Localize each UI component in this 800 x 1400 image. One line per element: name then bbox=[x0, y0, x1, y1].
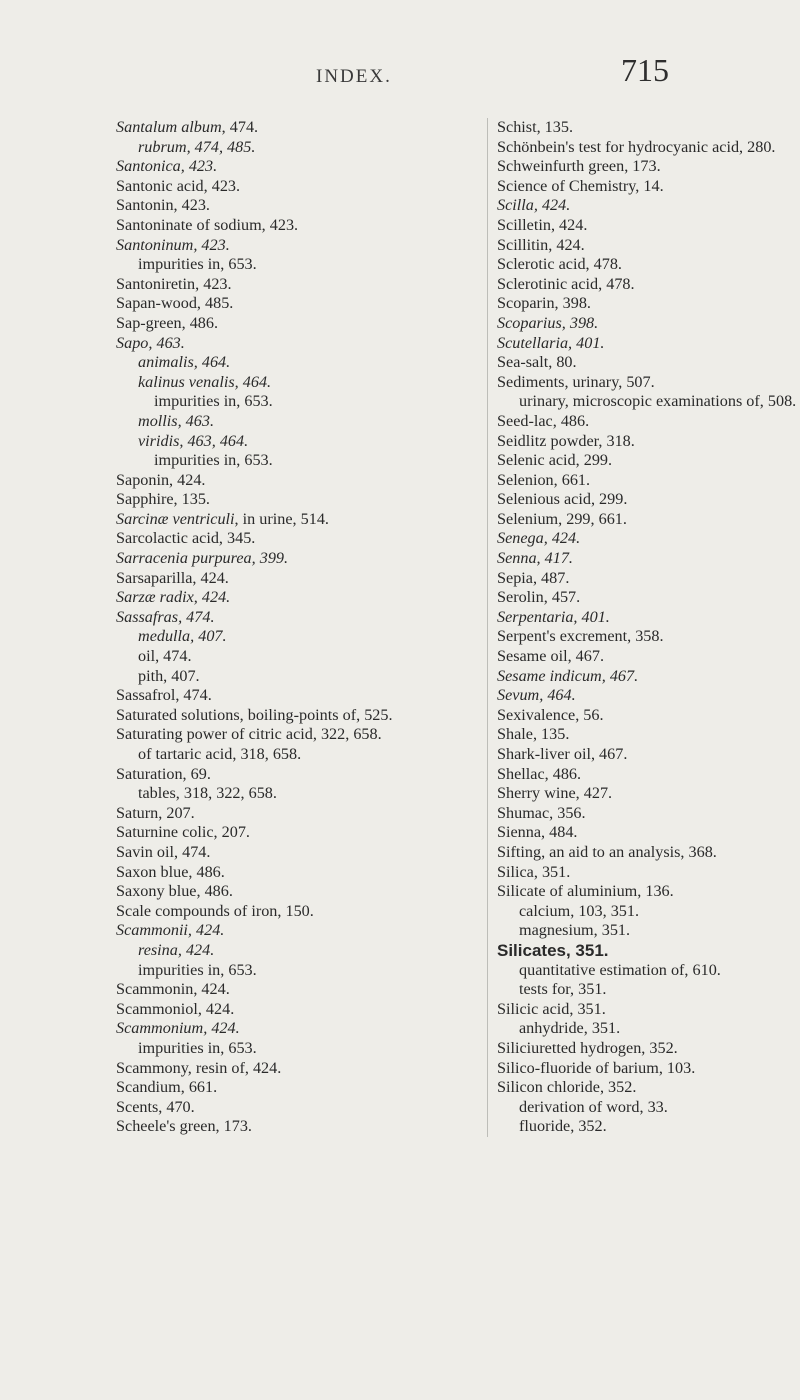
index-entry: Saturnine colic, 207. bbox=[116, 823, 250, 842]
index-entry: Scents, 470. bbox=[116, 1097, 195, 1116]
index-entry: impurities in, 653. bbox=[138, 1038, 257, 1057]
index-entry: Santoninum, 423. bbox=[116, 235, 230, 254]
index-entry: Scammoniol, 424. bbox=[116, 999, 235, 1018]
index-entry: Scammonin, 424. bbox=[116, 980, 230, 999]
index-entry: Senna, 417. bbox=[497, 549, 573, 568]
index-entry: Sapo, 463. bbox=[116, 333, 185, 352]
index-entry: tables, 318, 322, 658. bbox=[138, 784, 277, 803]
index-entry: Scilla, 424. bbox=[497, 196, 571, 215]
index-entry: Sexivalence, 56. bbox=[497, 705, 604, 724]
index-entry: Serpent's excrement, 358. bbox=[497, 627, 664, 646]
index-entry: impurities in, 653. bbox=[138, 960, 257, 979]
index-entry: urinary, microscopic examinations of, 508. bbox=[519, 392, 797, 411]
index-entry: medulla, 407. bbox=[138, 627, 227, 646]
index-entry: Scale compounds of iron, 150. bbox=[116, 901, 314, 920]
index-entry: Sesame oil, 467. bbox=[497, 647, 605, 666]
index-entry: Silicate of aluminium, 136. bbox=[497, 882, 674, 901]
index-entry: magnesium, 351. bbox=[519, 921, 631, 940]
index-entry: animalis, 464. bbox=[138, 353, 231, 372]
index-entry: impurities in, 653. bbox=[154, 392, 273, 411]
index-entry: Sassafrol, 474. bbox=[116, 686, 212, 705]
index-entry: Selenious acid, 299. bbox=[497, 490, 628, 509]
index-entry: Schönbein's test for hydrocyanic acid, 280. bbox=[497, 137, 776, 156]
index-entry: Scammonium, 424. bbox=[116, 1019, 240, 1038]
index-entry: kalinus venalis, 464. bbox=[138, 372, 272, 391]
index-entry: Sherry wine, 427. bbox=[497, 784, 613, 803]
index-entry: of tartaric acid, 318, 658. bbox=[138, 745, 302, 763]
index-entry: Sarsaparilla, 424. bbox=[116, 568, 229, 587]
index-entry: fluoride, 352. bbox=[519, 1117, 607, 1136]
index-entry: Shale, 135. bbox=[497, 725, 570, 744]
page-number: 715 bbox=[621, 52, 669, 88]
index-entry: Santoninate of sodium, 423. bbox=[116, 215, 299, 234]
index-entry: viridis, 463, 464. bbox=[138, 431, 249, 450]
index-entry: oil, 474. bbox=[138, 647, 192, 666]
index-entry: Scandium, 661. bbox=[116, 1078, 218, 1097]
index-entry: Silicon chloride, 352. bbox=[497, 1078, 637, 1097]
index-entry: Sap-green, 486. bbox=[116, 313, 219, 332]
index-entry: Sesame indicum, 467. bbox=[497, 666, 639, 685]
index-column-left bbox=[116, 118, 480, 1137]
index-entry: derivation of word, 33. bbox=[519, 1097, 668, 1116]
index-entry: Sassafras, 474. bbox=[116, 607, 215, 626]
index-entry: Sevum, 464. bbox=[497, 686, 576, 705]
index-entry: Santalum album, 474. bbox=[116, 118, 259, 136]
index-entry: Senega, 424. bbox=[497, 529, 581, 548]
index-entry: Schist, 135. bbox=[497, 118, 573, 136]
index-entry: Savin oil, 474. bbox=[116, 842, 211, 861]
index-entry: Sarcinæ ventriculi, in urine, 514. bbox=[116, 509, 329, 528]
index-entry: Sarzæ radix, 424. bbox=[116, 588, 231, 607]
index-entry: Saturation, 69. bbox=[116, 764, 211, 783]
index-entry: Siliciuretted hydrogen, 352. bbox=[497, 1038, 678, 1057]
index-entry: Selenic acid, 299. bbox=[497, 451, 613, 470]
index-entry: resina, 424. bbox=[138, 940, 215, 959]
index-entry: Saturn, 207. bbox=[116, 803, 195, 822]
index-entry: Silica, 351. bbox=[497, 862, 571, 881]
index-entry: Seidlitz powder, 318. bbox=[497, 431, 635, 450]
index-entry: Scillitin, 424. bbox=[497, 235, 585, 254]
index-column-right bbox=[487, 118, 800, 1137]
index-entry: Santoniretin, 423. bbox=[116, 274, 232, 293]
index-entry: Saturating power of citric acid, 322, 658. bbox=[116, 725, 382, 744]
index-entry: rubrum, 474, 485. bbox=[138, 137, 256, 156]
index-entry: Scoparin, 398. bbox=[497, 294, 591, 313]
index-entry: Sediments, urinary, 507. bbox=[497, 372, 655, 391]
index-entry: Saturated solutions, boiling-points of, 525. bbox=[116, 705, 393, 724]
index-entry: Seed-lac, 486. bbox=[497, 411, 590, 430]
index-entry: Santonic acid, 423. bbox=[116, 176, 241, 195]
index-entry: Sapan-wood, 485. bbox=[116, 294, 234, 313]
index-entry: Scheele's green, 173. bbox=[116, 1117, 252, 1136]
index-entry: Serpentaria, 401. bbox=[497, 607, 610, 626]
index-entry: Sepia, 487. bbox=[497, 568, 570, 587]
index-entry: Scilletin, 424. bbox=[497, 215, 588, 234]
index-entry: Santonica, 423. bbox=[116, 157, 218, 176]
index-entry: Scutellaria, 401. bbox=[497, 333, 605, 352]
index-entry: Shark-liver oil, 467. bbox=[497, 745, 628, 763]
index-entry: tests for, 351. bbox=[519, 980, 607, 999]
index-entry: Sienna, 484. bbox=[497, 823, 578, 842]
index-entry: impurities in, 653. bbox=[154, 451, 273, 470]
index-entry: Scammony, resin of, 424. bbox=[116, 1058, 282, 1077]
index-entry: Sarcolactic acid, 345. bbox=[116, 529, 256, 548]
index-entry: anhydride, 351. bbox=[519, 1019, 621, 1038]
index-entry: Sarracenia purpurea, 399. bbox=[116, 549, 289, 568]
index-entry: impurities in, 653. bbox=[138, 255, 257, 274]
index-entry: Sapphire, 135. bbox=[116, 490, 210, 509]
index-entry: Saponin, 424. bbox=[116, 470, 206, 489]
index-entry: Scammonii, 424. bbox=[116, 921, 225, 940]
page-header bbox=[0, 52, 800, 108]
index-entry: Shellac, 486. bbox=[497, 764, 582, 783]
index-entry: Sclerotic acid, 478. bbox=[497, 255, 622, 274]
index-entry: pith, 407. bbox=[138, 666, 200, 685]
index-entry: Sifting, an aid to an analysis, 368. bbox=[497, 842, 717, 861]
index-entry: Santonin, 423. bbox=[116, 196, 210, 215]
index-entry: Selenium, 299, 661. bbox=[497, 509, 627, 528]
index-entry: Scoparius, 398. bbox=[497, 313, 599, 332]
index-entry: mollis, 463. bbox=[138, 411, 214, 430]
index-entry: calcium, 103, 351. bbox=[519, 901, 640, 920]
index-entry: Selenion, 661. bbox=[497, 470, 591, 489]
index-entry: quantitative estimation of, 610. bbox=[519, 960, 721, 979]
index-entry: Science of Chemistry, 14. bbox=[497, 176, 664, 195]
index-entry: Sea-salt, 80. bbox=[497, 353, 577, 372]
index-entry: Saxony blue, 486. bbox=[116, 882, 233, 901]
index-entry: Silico-fluoride of barium, 103. bbox=[497, 1058, 696, 1077]
running-head: INDEX. bbox=[316, 66, 392, 87]
index-entry: Serolin, 457. bbox=[497, 588, 581, 607]
index-entry: Sclerotinic acid, 478. bbox=[497, 274, 635, 293]
index-entry: Saxon blue, 486. bbox=[116, 862, 225, 881]
index-entry: Schweinfurth green, 173. bbox=[497, 157, 661, 176]
index-entry: Shumac, 356. bbox=[497, 803, 586, 822]
index-entry: Silicic acid, 351. bbox=[497, 999, 606, 1018]
index-entry: Silicates, 351. bbox=[497, 940, 609, 960]
